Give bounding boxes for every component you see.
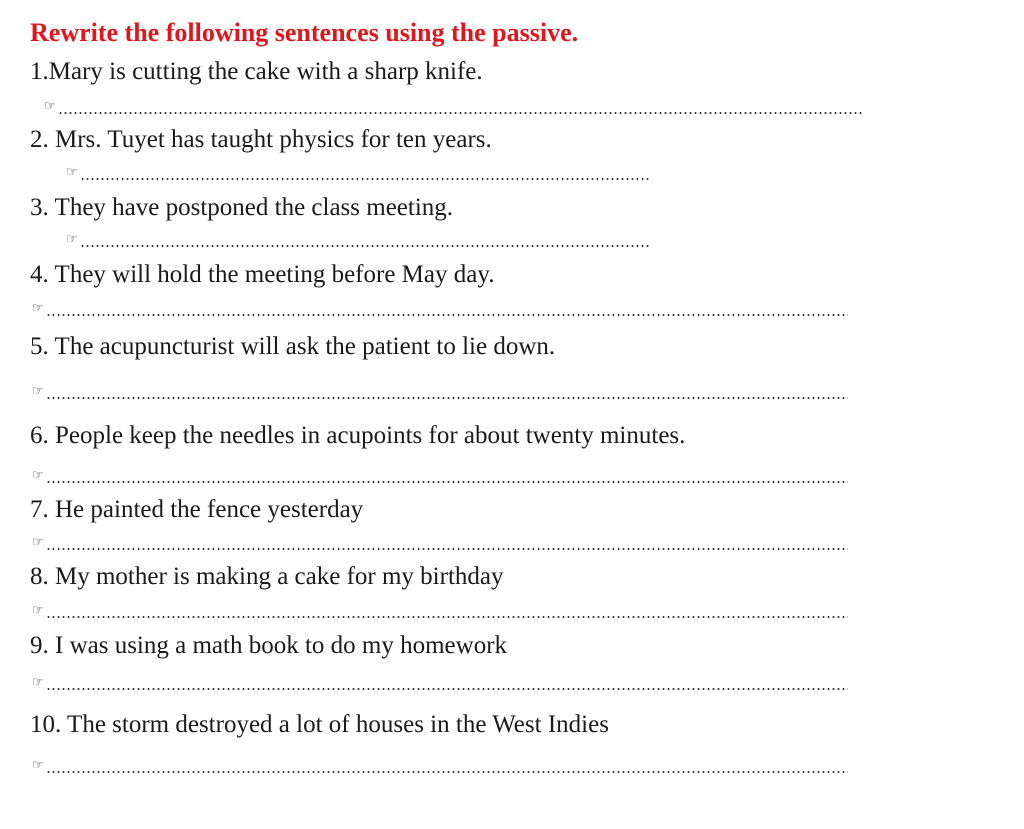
answer-line-6[interactable] (32, 466, 848, 486)
sentence-4: 4. They will hold the meeting before May day. (30, 261, 495, 288)
dotted-answer-line (80, 245, 650, 247)
dotted-answer-line (46, 688, 848, 690)
pointing-hand-icon: ☞ (32, 300, 44, 315)
sentence-9: 9. I was using a math book to do my homework (30, 632, 508, 659)
sentence-2: 2. Mrs. Tuyet has taught physics for ten years. (30, 126, 492, 153)
dotted-answer-line (46, 314, 848, 316)
pointing-hand-icon: ☞ (44, 98, 56, 113)
answer-line-9[interactable] (32, 673, 848, 693)
dotted-answer-line (46, 397, 848, 399)
sentence-6: 6. People keep the needles in acupoints for about twenty minutes. (30, 422, 686, 449)
answer-line-10[interactable] (32, 756, 848, 776)
pointing-hand-icon: ☞ (66, 164, 78, 179)
answer-line-8[interactable] (32, 601, 848, 621)
sentence-8: 8. My mother is making a cake for my birthday (30, 563, 504, 590)
sentence-5: 5. The acupuncturist will ask the patient to lie down. (30, 333, 556, 360)
dotted-answer-line (46, 771, 848, 773)
dotted-answer-line (46, 548, 848, 550)
pointing-hand-icon: ☞ (32, 757, 44, 772)
pointing-hand-icon: ☞ (66, 231, 78, 246)
answer-line-5[interactable] (32, 382, 848, 402)
dotted-answer-line (46, 616, 848, 618)
sentence-7: 7. He painted the fence yesterday (30, 496, 364, 523)
answer-line-4[interactable] (32, 299, 848, 319)
answer-line-7[interactable] (32, 533, 848, 553)
dotted-answer-line (46, 481, 848, 483)
answer-line-3[interactable] (66, 230, 650, 250)
sentence-3: 3. They have postponed the class meeting. (30, 194, 454, 221)
dotted-answer-line (58, 112, 864, 114)
pointing-hand-icon: ☞ (32, 602, 44, 617)
pointing-hand-icon: ☞ (32, 383, 44, 398)
answer-line-2[interactable] (66, 163, 650, 183)
worksheet-title: Rewrite the following sentences using the passive. (30, 18, 579, 47)
sentence-1: 1.Mary is cutting the cake with a sharp knife. (30, 58, 483, 85)
pointing-hand-icon: ☞ (32, 534, 44, 549)
answer-line-1[interactable] (44, 97, 864, 117)
pointing-hand-icon: ☞ (32, 467, 44, 482)
pointing-hand-icon: ☞ (32, 674, 44, 689)
sentence-10: 10. The storm destroyed a lot of houses in the West Indies (30, 711, 609, 738)
dotted-answer-line (80, 178, 650, 180)
